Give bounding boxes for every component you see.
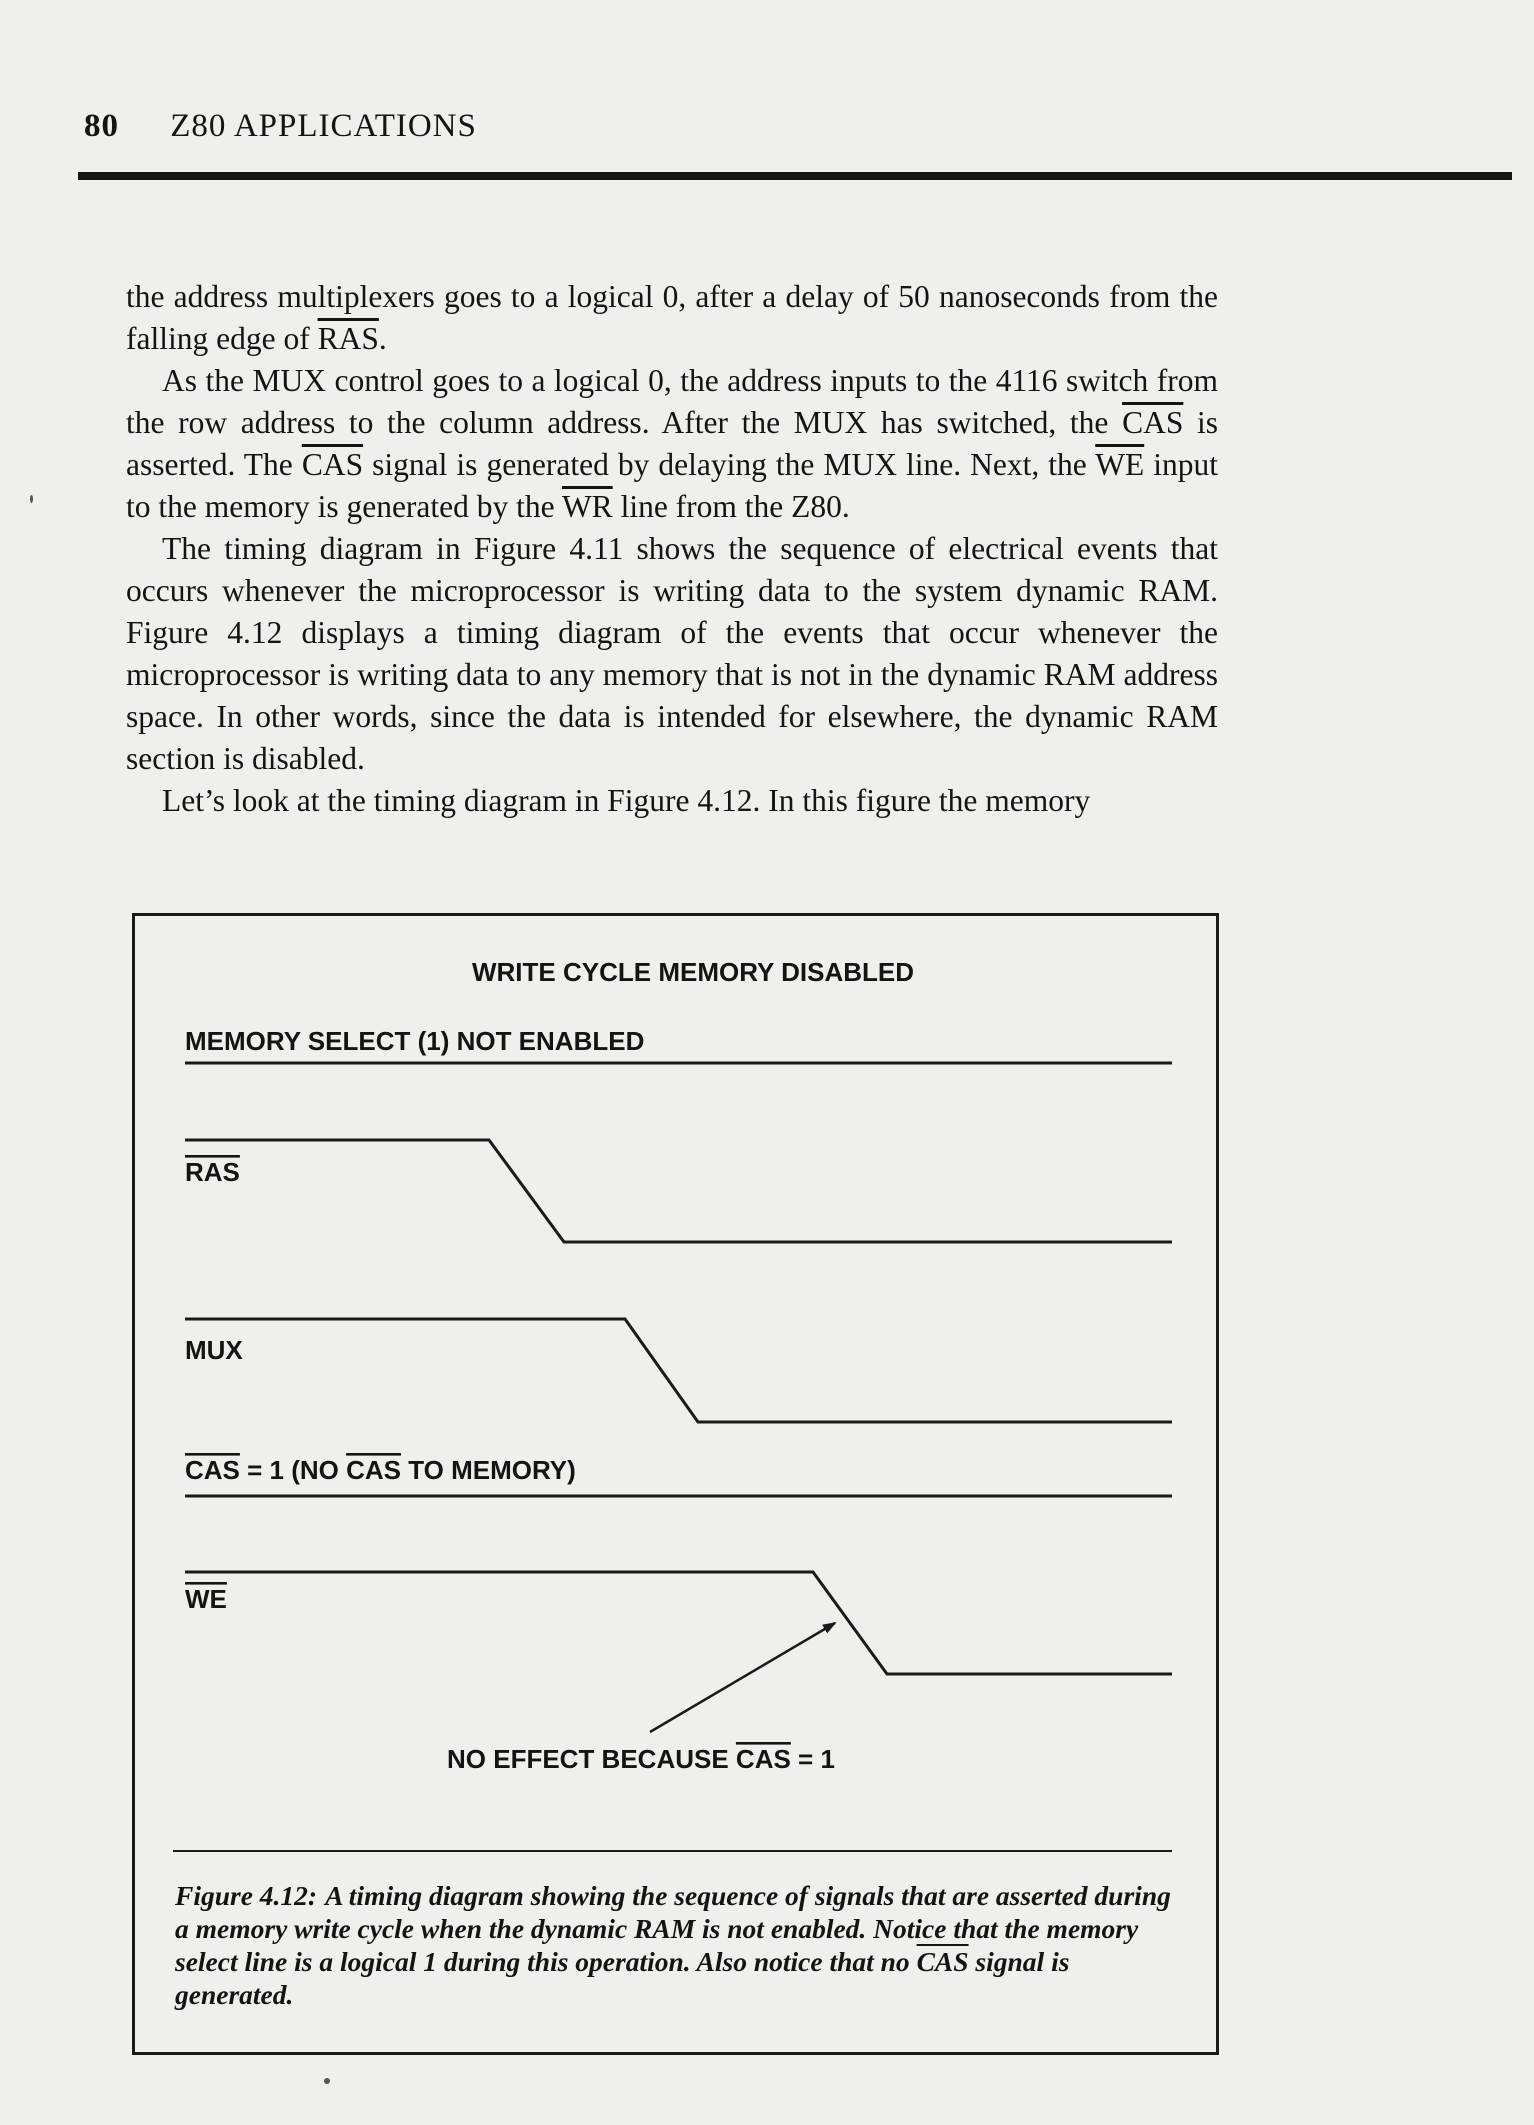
p2-text: input to the memory is generated by the [126, 447, 1218, 524]
annotation-arrow [650, 1623, 835, 1732]
cas-signal: $\overline{CAS}$ [301, 447, 364, 482]
p2-text: is asserted. The [126, 405, 1218, 482]
mux-waveform [185, 1319, 1172, 1422]
paragraph-2 [126, 360, 1218, 528]
ras-waveform [185, 1140, 1172, 1242]
annotation-text: NO EFFECT BECAUSE CAS = 1 [447, 1744, 835, 1774]
stray-mark [30, 495, 33, 503]
cas-signal: $\overline{CAS}$ [1122, 405, 1184, 440]
ras-signal: $\overline{RAS}$ [317, 321, 379, 356]
we-waveform [185, 1572, 1172, 1674]
running-header [84, 108, 477, 145]
p2-text: As the MUX control goes to a logical 0, the address inputs to the 4116 switch from the row address to the column address. After the MUX has switched, the [126, 363, 1218, 440]
body-text [126, 276, 1218, 822]
p2-end: line from the Z80. [612, 489, 850, 524]
paragraph-3: The timing diagram in Figure 4.11 shows the sequence of electrical events that occurs whenever the microprocessor is writing data to the system dynamic RAM. Figure 4.12 displays a timing diagram of the events that occur whenever the microprocessor is writing data to any memory that is not in the dynamic RAM address space. In other words, since the data is intended for elsewhere, the dynamic RAM section is disabled. [126, 531, 1218, 776]
p1-end: . [378, 321, 387, 356]
we-signal: $\overline{WE}$ [1095, 447, 1145, 482]
p1-text: the address multiplexers goes to a logical 0, after a delay of 50 nanoseconds from the falling edge of [126, 279, 1218, 356]
figure-4-12 [132, 913, 1219, 2055]
figure-caption [175, 1879, 1183, 2011]
stray-mark [324, 2078, 330, 2084]
we-label: WE [185, 1584, 227, 1614]
header-rule [78, 172, 1512, 180]
caption-text: A timing diagram showing the sequence of signals that are asserted during a memory write cycle when the dynamic RAM is not enabled. Notice that the memory select line is a logical 1 during this operation. Also notice that no [175, 1880, 1171, 1977]
figure-title: WRITE CYCLE MEMORY DISABLED [471, 957, 915, 987]
wr-signal: $\overline{WR}$ [561, 489, 613, 524]
paragraph-4: Let’s look at the timing diagram in Figure 4.12. In this figure the memory [162, 783, 1091, 818]
ras-label: RAS [185, 1157, 240, 1187]
paragraph-1 [126, 276, 1218, 360]
page-number: 80 [84, 108, 119, 144]
running-title: Z80 APPLICATIONS [170, 108, 477, 144]
caption-label: Figure 4.12: [175, 1880, 318, 1911]
caption-cas: $\overline{CAS}$ [916, 1946, 969, 1977]
p2-text: signal is generated by delaying the MUX line. Next, the [363, 447, 1096, 482]
mux-label: MUX [185, 1335, 243, 1365]
memory-select-label: MEMORY SELECT (1) NOT ENABLED [185, 1026, 645, 1056]
caption-end: signal is generated. [175, 1946, 1070, 2010]
cas-label: CAS = 1 (NO CAS TO MEMORY) [185, 1455, 576, 1485]
